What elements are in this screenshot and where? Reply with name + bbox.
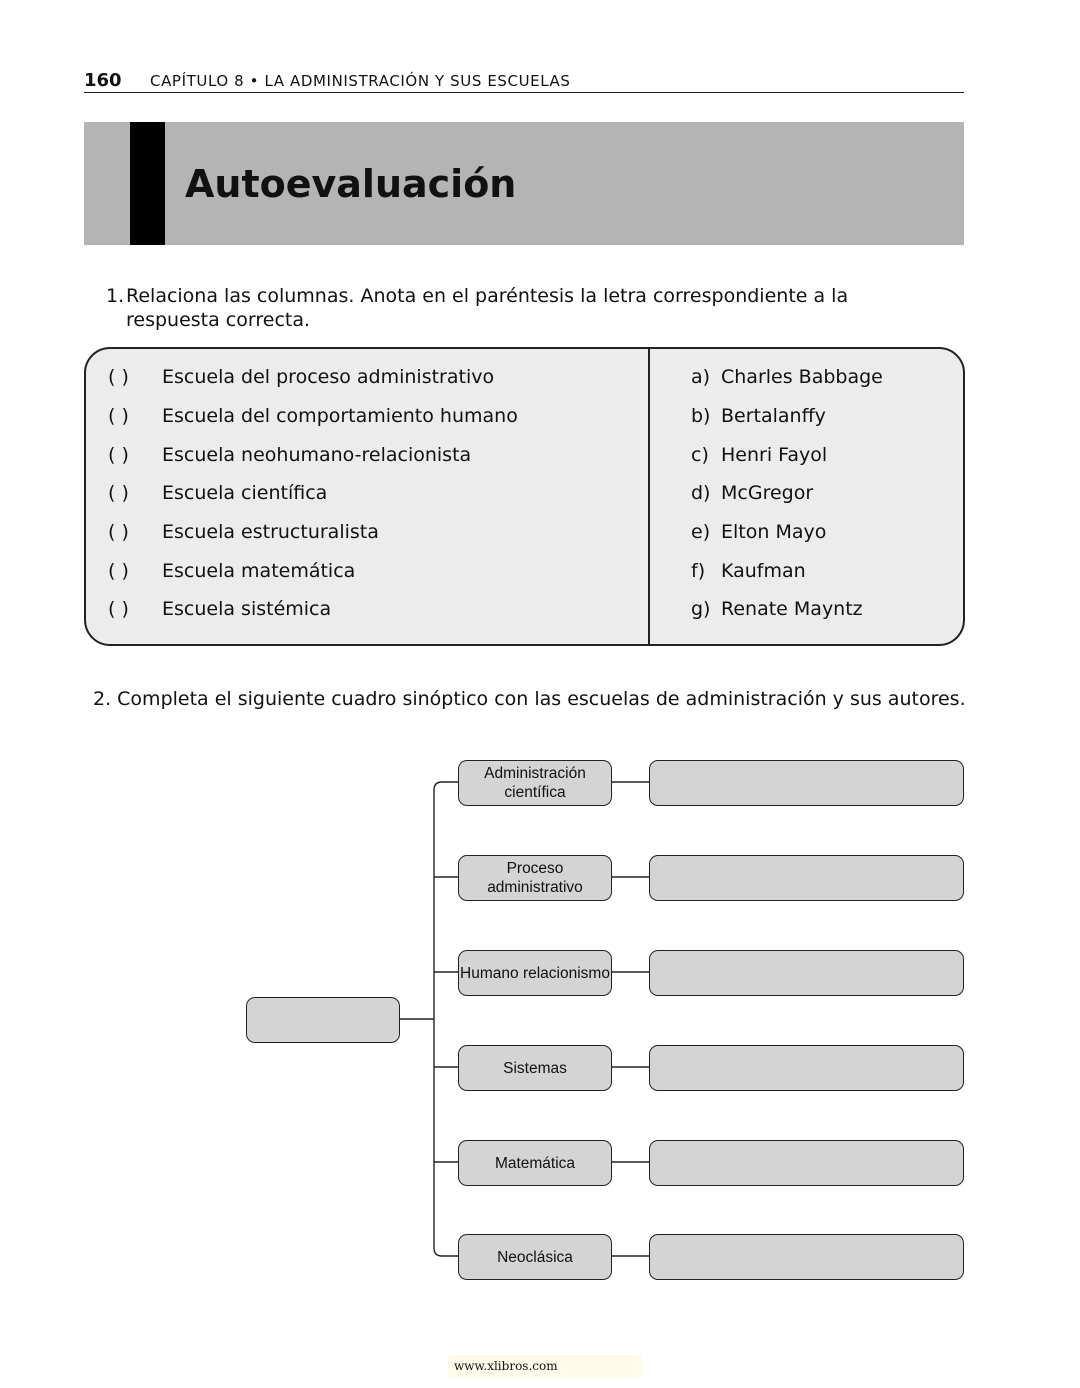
- option-name: Kaufman: [721, 560, 806, 582]
- left-item: [108, 405, 518, 433]
- answer-parenthesis[interactable]: ( ): [108, 521, 129, 543]
- connector-lines: [0, 740, 1080, 1300]
- right-item: [691, 521, 826, 549]
- answer-parenthesis[interactable]: ( ): [108, 405, 129, 427]
- school-box: Matemática: [458, 1140, 612, 1186]
- synoptic-chart: [0, 740, 1080, 1300]
- right-item: [691, 560, 806, 588]
- option-letter: e): [691, 521, 711, 543]
- school-box: Neoclásica: [458, 1234, 612, 1280]
- left-item-label: Escuela científica: [162, 482, 328, 504]
- answer-parenthesis[interactable]: ( ): [108, 366, 129, 388]
- author-blank-box[interactable]: [649, 1045, 964, 1091]
- school-box: Humano relacionismo: [458, 950, 612, 996]
- left-item-label: Escuela sistémica: [162, 598, 332, 620]
- right-item: [691, 366, 883, 394]
- option-name: McGregor: [721, 482, 814, 504]
- question-1-number: 1.: [106, 285, 125, 307]
- option-name: Bertalanffy: [721, 405, 826, 427]
- option-letter: g): [691, 598, 711, 620]
- author-blank-box[interactable]: [649, 1140, 964, 1186]
- answer-parenthesis[interactable]: ( ): [108, 482, 129, 504]
- banner-accent-bar: [130, 122, 165, 245]
- right-item: [691, 444, 827, 472]
- answer-parenthesis[interactable]: ( ): [108, 598, 129, 620]
- school-box: Sistemas: [458, 1045, 612, 1091]
- left-item: [108, 560, 355, 588]
- page-header: [84, 70, 964, 93]
- author-blank-box[interactable]: [649, 1234, 964, 1280]
- matching-table: [84, 347, 965, 646]
- answer-parenthesis[interactable]: ( ): [108, 560, 129, 582]
- option-name: Renate Mayntz: [721, 598, 863, 620]
- left-item-label: Escuela del comportamiento humano: [162, 405, 518, 427]
- option-name: Charles Babbage: [721, 366, 883, 388]
- left-item-label: Escuela neohumano-relacionista: [162, 444, 472, 466]
- left-item: [108, 482, 327, 510]
- school-box: Proceso administrativo: [458, 855, 612, 901]
- answer-parenthesis[interactable]: ( ): [108, 444, 129, 466]
- root-blank-box[interactable]: [246, 997, 400, 1043]
- option-letter: d): [691, 482, 711, 504]
- right-item: [691, 405, 826, 433]
- author-blank-box[interactable]: [649, 950, 964, 996]
- bracket-line: [434, 782, 458, 1256]
- option-letter: a): [691, 366, 711, 388]
- left-item-label: Escuela estructuralista: [162, 521, 379, 543]
- left-item: [108, 598, 331, 626]
- right-item: [691, 482, 813, 510]
- page-number: 160: [84, 70, 122, 91]
- question-2-text: 2. Completa el siguiente cuadro sinóptico con las escuelas de administración y sus autores.: [93, 688, 966, 710]
- section-banner: [84, 122, 964, 245]
- question-1: [106, 284, 926, 332]
- author-blank-box[interactable]: [649, 855, 964, 901]
- question-1-text: Relaciona las columnas. Anota en el paréntesis la letra correspondiente a la respuesta correcta.: [126, 285, 849, 331]
- left-item-label: Escuela del proceso administrativo: [162, 366, 495, 388]
- right-item: [691, 598, 863, 626]
- column-divider: [648, 349, 650, 644]
- option-letter: b): [691, 405, 711, 427]
- option-letter: f): [691, 560, 706, 582]
- option-name: Henri Fayol: [721, 444, 828, 466]
- section-title: Autoevaluación: [185, 162, 517, 206]
- left-item: [108, 366, 494, 394]
- option-letter: c): [691, 444, 709, 466]
- left-item: [108, 521, 379, 549]
- author-blank-box[interactable]: [649, 760, 964, 806]
- option-name: Elton Mayo: [721, 521, 827, 543]
- school-box: Administración científica: [458, 760, 612, 806]
- footer-url: www.xlibros.com: [448, 1355, 642, 1377]
- running-head: CAPÍTULO 8 • LA ADMINISTRACIÓN Y SUS ESCUELAS: [150, 72, 571, 90]
- left-item: [108, 444, 471, 472]
- left-item-label: Escuela matemática: [162, 560, 356, 582]
